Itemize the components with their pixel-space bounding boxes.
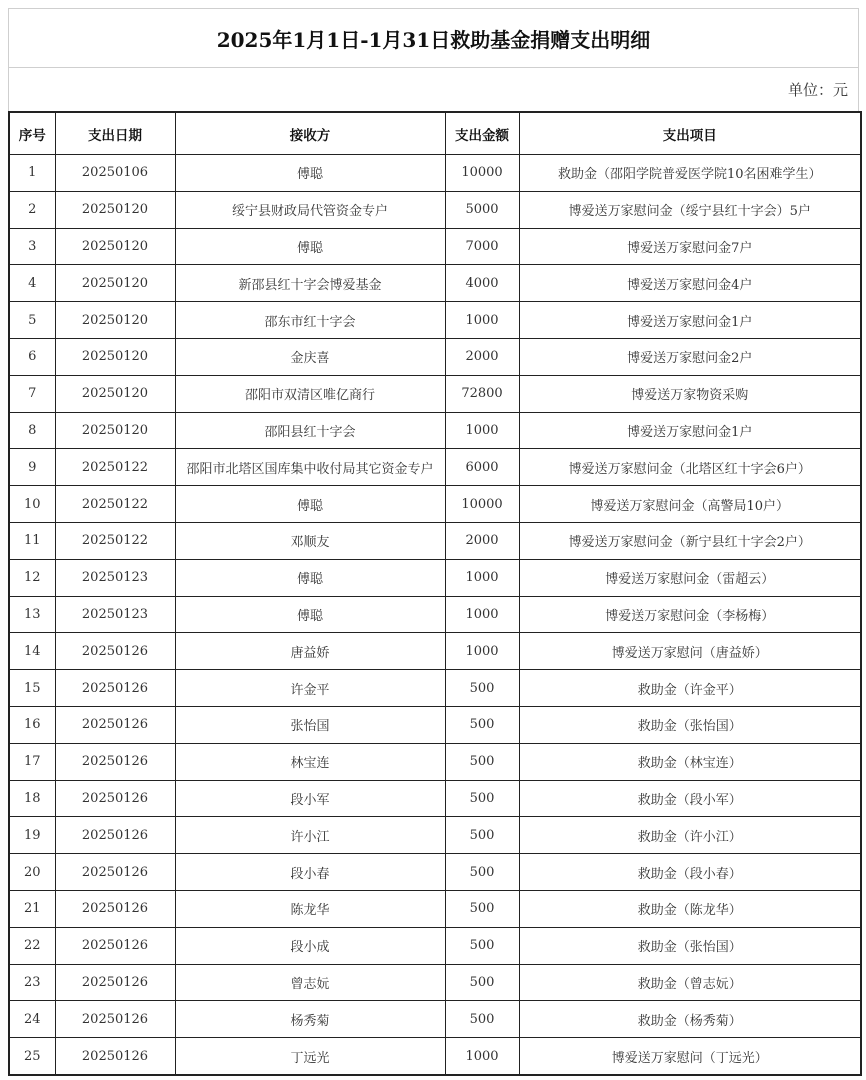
cell-date: 20250126 (55, 633, 175, 670)
table-row (9, 486, 861, 523)
cell-amount: 1000 (445, 559, 519, 596)
cell-date: 20250126 (55, 706, 175, 743)
cell-recipient: 傅聪 (175, 155, 445, 192)
cell-index: 20 (9, 854, 55, 891)
column-header-index: 序号 (9, 112, 55, 155)
cell-purpose: 博爱送万家慰问（唐益娇） (519, 633, 861, 670)
table-row (9, 817, 861, 854)
cell-index: 3 (9, 228, 55, 265)
table-row (9, 191, 861, 228)
table-row (9, 1038, 861, 1075)
cell-purpose: 博爱送万家慰问金7户 (519, 228, 861, 265)
cell-amount: 500 (445, 854, 519, 891)
cell-amount: 500 (445, 670, 519, 707)
table-row (9, 302, 861, 339)
cell-index: 23 (9, 964, 55, 1001)
cell-index: 11 (9, 522, 55, 559)
cell-index: 4 (9, 265, 55, 302)
table-row (9, 155, 861, 192)
cell-amount: 7000 (445, 228, 519, 265)
column-header-amount: 支出金额 (445, 112, 519, 155)
table-row (9, 228, 861, 265)
cell-index: 25 (9, 1038, 55, 1075)
cell-amount: 72800 (445, 375, 519, 412)
cell-purpose: 博爱送万家物资采购 (519, 375, 861, 412)
table-header-row (9, 112, 861, 155)
table-row (9, 559, 861, 596)
cell-purpose: 博爱送万家慰问（丁远光） (519, 1038, 861, 1075)
cell-date: 20250126 (55, 964, 175, 1001)
cell-recipient: 段小军 (175, 780, 445, 817)
cell-date: 20250126 (55, 670, 175, 707)
cell-date: 20250126 (55, 817, 175, 854)
cell-date: 20250120 (55, 375, 175, 412)
cell-amount: 500 (445, 780, 519, 817)
cell-date: 20250120 (55, 338, 175, 375)
column-header-recipient: 接收方 (175, 112, 445, 155)
cell-date: 20250120 (55, 302, 175, 339)
cell-index: 2 (9, 191, 55, 228)
cell-recipient: 杨秀菊 (175, 1001, 445, 1038)
cell-purpose: 救助金（段小春） (519, 854, 861, 891)
unit-label-row (8, 67, 859, 111)
cell-recipient: 邓顺友 (175, 522, 445, 559)
table-row (9, 854, 861, 891)
cell-amount: 500 (445, 964, 519, 1001)
table-row (9, 743, 861, 780)
cell-date: 20250126 (55, 743, 175, 780)
cell-date: 20250120 (55, 412, 175, 449)
cell-date: 20250123 (55, 596, 175, 633)
cell-date: 20250126 (55, 1001, 175, 1038)
cell-purpose: 博爱送万家慰问金1户 (519, 412, 861, 449)
cell-recipient: 段小春 (175, 854, 445, 891)
cell-amount: 2000 (445, 338, 519, 375)
cell-purpose: 救助金（许金平） (519, 670, 861, 707)
cell-index: 1 (9, 155, 55, 192)
expenditure-table (8, 111, 862, 1076)
cell-recipient: 新邵县红十字会博爱基金 (175, 265, 445, 302)
unit-label: 单位：元 (787, 81, 848, 99)
cell-date: 20250120 (55, 265, 175, 302)
cell-recipient: 傅聪 (175, 228, 445, 265)
table-row (9, 633, 861, 670)
cell-amount: 6000 (445, 449, 519, 486)
table-row (9, 780, 861, 817)
cell-index: 24 (9, 1001, 55, 1038)
cell-amount: 10000 (445, 155, 519, 192)
cell-index: 5 (9, 302, 55, 339)
cell-recipient: 许小江 (175, 817, 445, 854)
cell-amount: 1000 (445, 302, 519, 339)
cell-purpose: 博爱送万家慰问金4户 (519, 265, 861, 302)
cell-recipient: 绥宁县财政局代管资金专户 (175, 191, 445, 228)
column-header-date: 支出日期 (55, 112, 175, 155)
document-sheet (8, 8, 859, 1076)
cell-date: 20250106 (55, 155, 175, 192)
cell-date: 20250120 (55, 228, 175, 265)
cell-date: 20250120 (55, 191, 175, 228)
cell-amount: 1000 (445, 633, 519, 670)
cell-recipient: 邵阳市北塔区国库集中收付局其它资金专户 (175, 449, 445, 486)
cell-purpose: 救助金（段小军） (519, 780, 861, 817)
cell-amount: 2000 (445, 522, 519, 559)
cell-purpose: 博爱送万家慰问金1户 (519, 302, 861, 339)
cell-purpose: 博爱送万家慰问金（绥宁县红十字会）5户 (519, 191, 861, 228)
cell-purpose: 救助金（张怡国） (519, 706, 861, 743)
table-row (9, 927, 861, 964)
cell-index: 14 (9, 633, 55, 670)
cell-amount: 5000 (445, 191, 519, 228)
cell-amount: 500 (445, 743, 519, 780)
table-row (9, 375, 861, 412)
cell-purpose: 救助金（许小江） (519, 817, 861, 854)
cell-index: 16 (9, 706, 55, 743)
cell-recipient: 丁远光 (175, 1038, 445, 1075)
cell-purpose: 博爱送万家慰问金（新宁县红十字会2户） (519, 522, 861, 559)
cell-purpose: 救助金（杨秀菊） (519, 1001, 861, 1038)
cell-purpose: 博爱送万家慰问金（高警局10户） (519, 486, 861, 523)
cell-recipient: 傅聪 (175, 596, 445, 633)
cell-date: 20250126 (55, 890, 175, 927)
cell-purpose: 救助金（林宝连） (519, 743, 861, 780)
cell-purpose: 救助金（邵阳学院普爱医学院10名困难学生） (519, 155, 861, 192)
table-row (9, 890, 861, 927)
table-row (9, 1001, 861, 1038)
table-row (9, 412, 861, 449)
cell-purpose: 救助金（陈龙华） (519, 890, 861, 927)
cell-index: 15 (9, 670, 55, 707)
cell-index: 21 (9, 890, 55, 927)
cell-date: 20250126 (55, 854, 175, 891)
cell-date: 20250126 (55, 927, 175, 964)
cell-recipient: 唐益娇 (175, 633, 445, 670)
cell-recipient: 曾志妧 (175, 964, 445, 1001)
cell-amount: 500 (445, 927, 519, 964)
table-row (9, 265, 861, 302)
cell-index: 10 (9, 486, 55, 523)
cell-purpose: 博爱送万家慰问金（雷超云） (519, 559, 861, 596)
cell-index: 6 (9, 338, 55, 375)
cell-amount: 500 (445, 1001, 519, 1038)
cell-purpose: 博爱送万家慰问金2户 (519, 338, 861, 375)
cell-index: 7 (9, 375, 55, 412)
cell-recipient: 傅聪 (175, 559, 445, 596)
cell-date: 20250122 (55, 522, 175, 559)
cell-amount: 1000 (445, 1038, 519, 1075)
cell-index: 9 (9, 449, 55, 486)
table-row (9, 706, 861, 743)
table-row (9, 964, 861, 1001)
table-row (9, 449, 861, 486)
cell-date: 20250122 (55, 486, 175, 523)
cell-purpose: 博爱送万家慰问金（李杨梅） (519, 596, 861, 633)
cell-recipient: 傅聪 (175, 486, 445, 523)
table-row (9, 670, 861, 707)
cell-purpose: 博爱送万家慰问金（北塔区红十字会6户） (519, 449, 861, 486)
cell-recipient: 段小成 (175, 927, 445, 964)
cell-amount: 1000 (445, 596, 519, 633)
cell-date: 20250126 (55, 1038, 175, 1075)
cell-recipient: 张怡国 (175, 706, 445, 743)
cell-purpose: 救助金（张怡国） (519, 927, 861, 964)
cell-index: 19 (9, 817, 55, 854)
cell-recipient: 陈龙华 (175, 890, 445, 927)
table-row (9, 596, 861, 633)
cell-index: 13 (9, 596, 55, 633)
cell-purpose: 救助金（曾志妧） (519, 964, 861, 1001)
cell-amount: 4000 (445, 265, 519, 302)
cell-index: 12 (9, 559, 55, 596)
page-title: 2025年1月1日-1月31日救助基金捐赠支出明细 (8, 8, 859, 67)
column-header-purpose: 支出项目 (519, 112, 861, 155)
cell-index: 18 (9, 780, 55, 817)
cell-recipient: 邵阳县红十字会 (175, 412, 445, 449)
cell-amount: 500 (445, 890, 519, 927)
cell-amount: 500 (445, 817, 519, 854)
cell-date: 20250126 (55, 780, 175, 817)
cell-recipient: 邵东市红十字会 (175, 302, 445, 339)
table-body (9, 155, 861, 1075)
cell-date: 20250122 (55, 449, 175, 486)
cell-date: 20250123 (55, 559, 175, 596)
cell-recipient: 邵阳市双清区唯亿商行 (175, 375, 445, 412)
cell-amount: 1000 (445, 412, 519, 449)
cell-recipient: 金庆喜 (175, 338, 445, 375)
cell-index: 17 (9, 743, 55, 780)
cell-recipient: 林宝连 (175, 743, 445, 780)
table-row (9, 522, 861, 559)
cell-amount: 500 (445, 706, 519, 743)
table-row (9, 338, 861, 375)
cell-index: 22 (9, 927, 55, 964)
cell-index: 8 (9, 412, 55, 449)
cell-amount: 10000 (445, 486, 519, 523)
cell-recipient: 许金平 (175, 670, 445, 707)
